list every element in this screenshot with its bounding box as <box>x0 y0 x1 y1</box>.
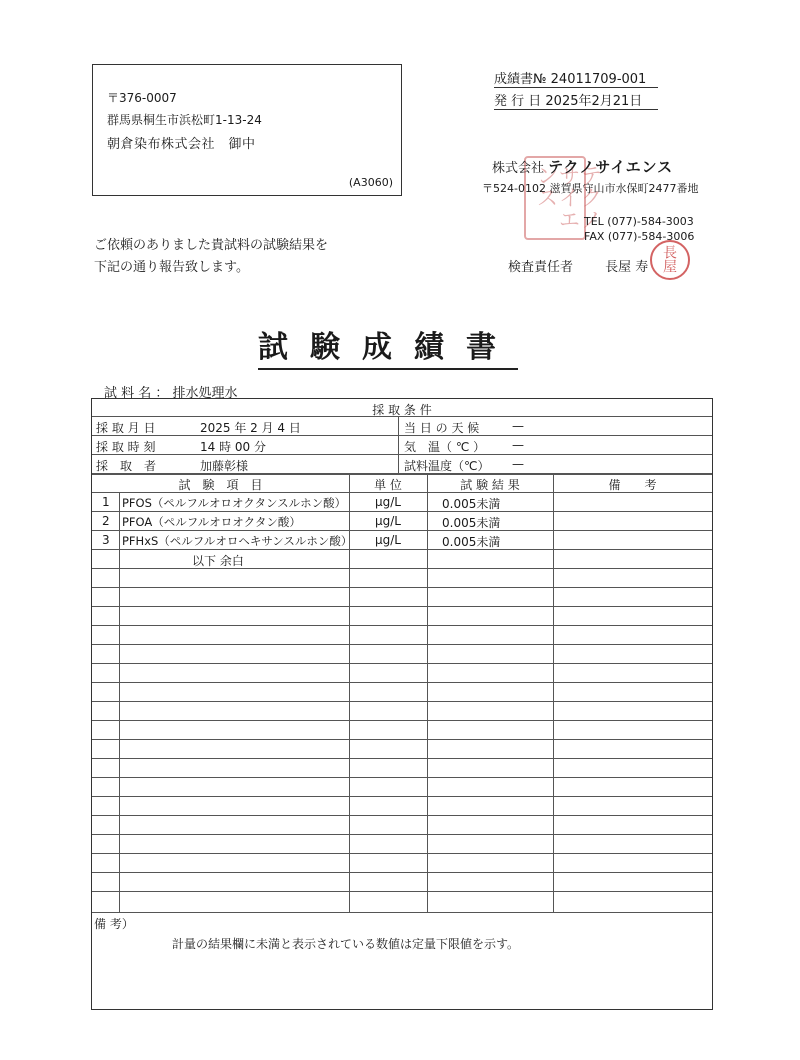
issuer-tel: TEL (077)-584-3003 <box>584 215 694 228</box>
sample-name: 試 料 名 ： 排水処理水 <box>104 386 238 401</box>
personal-seal-text: 長屋 <box>661 245 677 273</box>
table-row-line <box>92 701 712 702</box>
recipient-postal: 〒376-0007 <box>107 91 177 105</box>
sampling-conditions-header: 採 取 条 件 <box>372 403 432 417</box>
header-test-item: 試 験 項 目 <box>178 478 263 492</box>
row-2-item: PFOA（ペルフルオロオクタン酸） <box>122 515 301 529</box>
issuer-company <box>492 156 673 177</box>
table-row-line <box>92 568 712 569</box>
row-2-no: 2 <box>102 514 110 528</box>
sample-temp-value: — <box>512 457 524 471</box>
weather-value: — <box>512 419 524 433</box>
row-1-unit: μg/L <box>375 495 401 509</box>
recipient-code: (A3060) <box>348 176 393 189</box>
air-temp-label: 気 温（ ℃ ） <box>404 440 486 454</box>
table-row-line <box>92 720 712 721</box>
row-3-item: PFHxS（ペルフルオロヘキサンスルホン酸） <box>122 534 353 548</box>
table-row-line <box>92 815 712 816</box>
sampler-label: 採 取 者 <box>96 459 157 473</box>
table-row-line <box>92 834 712 835</box>
remarks-label: 備 考） <box>94 917 134 931</box>
air-temp-value: — <box>512 438 524 452</box>
inspector <box>508 256 648 275</box>
row-1-item: PFOS（ペルフルオロオクタンスルホン酸） <box>122 496 347 510</box>
row-3-unit: μg/L <box>375 533 401 547</box>
table-row-line <box>92 606 712 607</box>
header-unit: 単 位 <box>374 478 402 492</box>
inspector-label: 検査責任者 <box>508 260 574 275</box>
header-remarks: 備 考 <box>608 478 657 492</box>
company-seal-text: テクノサイエンス <box>533 164 602 230</box>
intro-line-1: ご依頼のありました貴試料の試験結果を <box>94 238 329 253</box>
table-row-line <box>92 511 712 512</box>
recipient-address-box <box>92 64 402 196</box>
row-1-result: 0.005未満 <box>442 497 501 511</box>
table-row-line <box>92 492 712 493</box>
issuer-company-prefix: 株式会社 <box>492 161 545 176</box>
weather-label: 当 日 の 天 候 <box>404 421 480 435</box>
table-row-line <box>92 625 712 626</box>
report-number: 成績書№ 24011709-001 <box>494 68 658 88</box>
table-row-line <box>92 912 712 913</box>
table-row-line <box>92 891 712 892</box>
table-row-line <box>92 853 712 854</box>
results-form <box>91 398 713 1010</box>
table-row-line <box>92 739 712 740</box>
row-2-unit: μg/L <box>375 514 401 528</box>
recipient-name: 朝倉染布株式会社 御中 <box>107 137 256 152</box>
personal-seal-stamp <box>650 240 690 280</box>
sampling-date-label: 採 取 月 日 <box>96 421 156 435</box>
recipient-address: 群馬県桐生市浜松町1-13-24 <box>107 113 262 127</box>
row-3-no: 3 <box>102 533 110 547</box>
sampling-date-value: 2025 年 2 月 4 日 <box>200 421 301 435</box>
sampler-value: 加藤彰様 <box>200 459 249 473</box>
table-row-line <box>92 777 712 778</box>
table-row-line <box>92 872 712 873</box>
issue-date: 発 行 日 2025年2月21日 <box>494 90 658 110</box>
issuer-company-name: テクノサイエンス <box>548 158 674 176</box>
table-row-line <box>92 644 712 645</box>
table-row-line <box>92 758 712 759</box>
issuer-fax: FAX (077)-584-3006 <box>584 230 695 243</box>
document-title: 試験成績書 <box>258 322 518 370</box>
header-result: 試 験 結 果 <box>460 478 520 492</box>
row-1-no: 1 <box>102 495 110 509</box>
intro-line-2: 下記の通り報告致します。 <box>94 260 249 275</box>
issuer-address: 〒524-0102 滋賀県守山市水保町2477番地 <box>482 182 699 195</box>
table-row-line <box>92 682 712 683</box>
table-row-line <box>92 549 712 550</box>
table-row-line <box>92 587 712 588</box>
table-row-line <box>92 663 712 664</box>
remarks-text: 計量の結果欄に未満と表示されている数値は定量下限値を示す。 <box>172 937 520 951</box>
table-end-note: 以下 余白 <box>192 554 244 568</box>
sampling-time-label: 採 取 時 刻 <box>96 440 156 454</box>
row-3-result: 0.005未満 <box>442 535 501 549</box>
table-row-line <box>92 796 712 797</box>
row-2-result: 0.005未満 <box>442 516 501 530</box>
table-row-line <box>92 530 712 531</box>
sample-temp-label: 試料温度（℃） <box>404 459 490 473</box>
inspector-name: 長屋 寿 <box>605 260 649 275</box>
sampling-time-value: 14 時 00 分 <box>200 440 266 454</box>
